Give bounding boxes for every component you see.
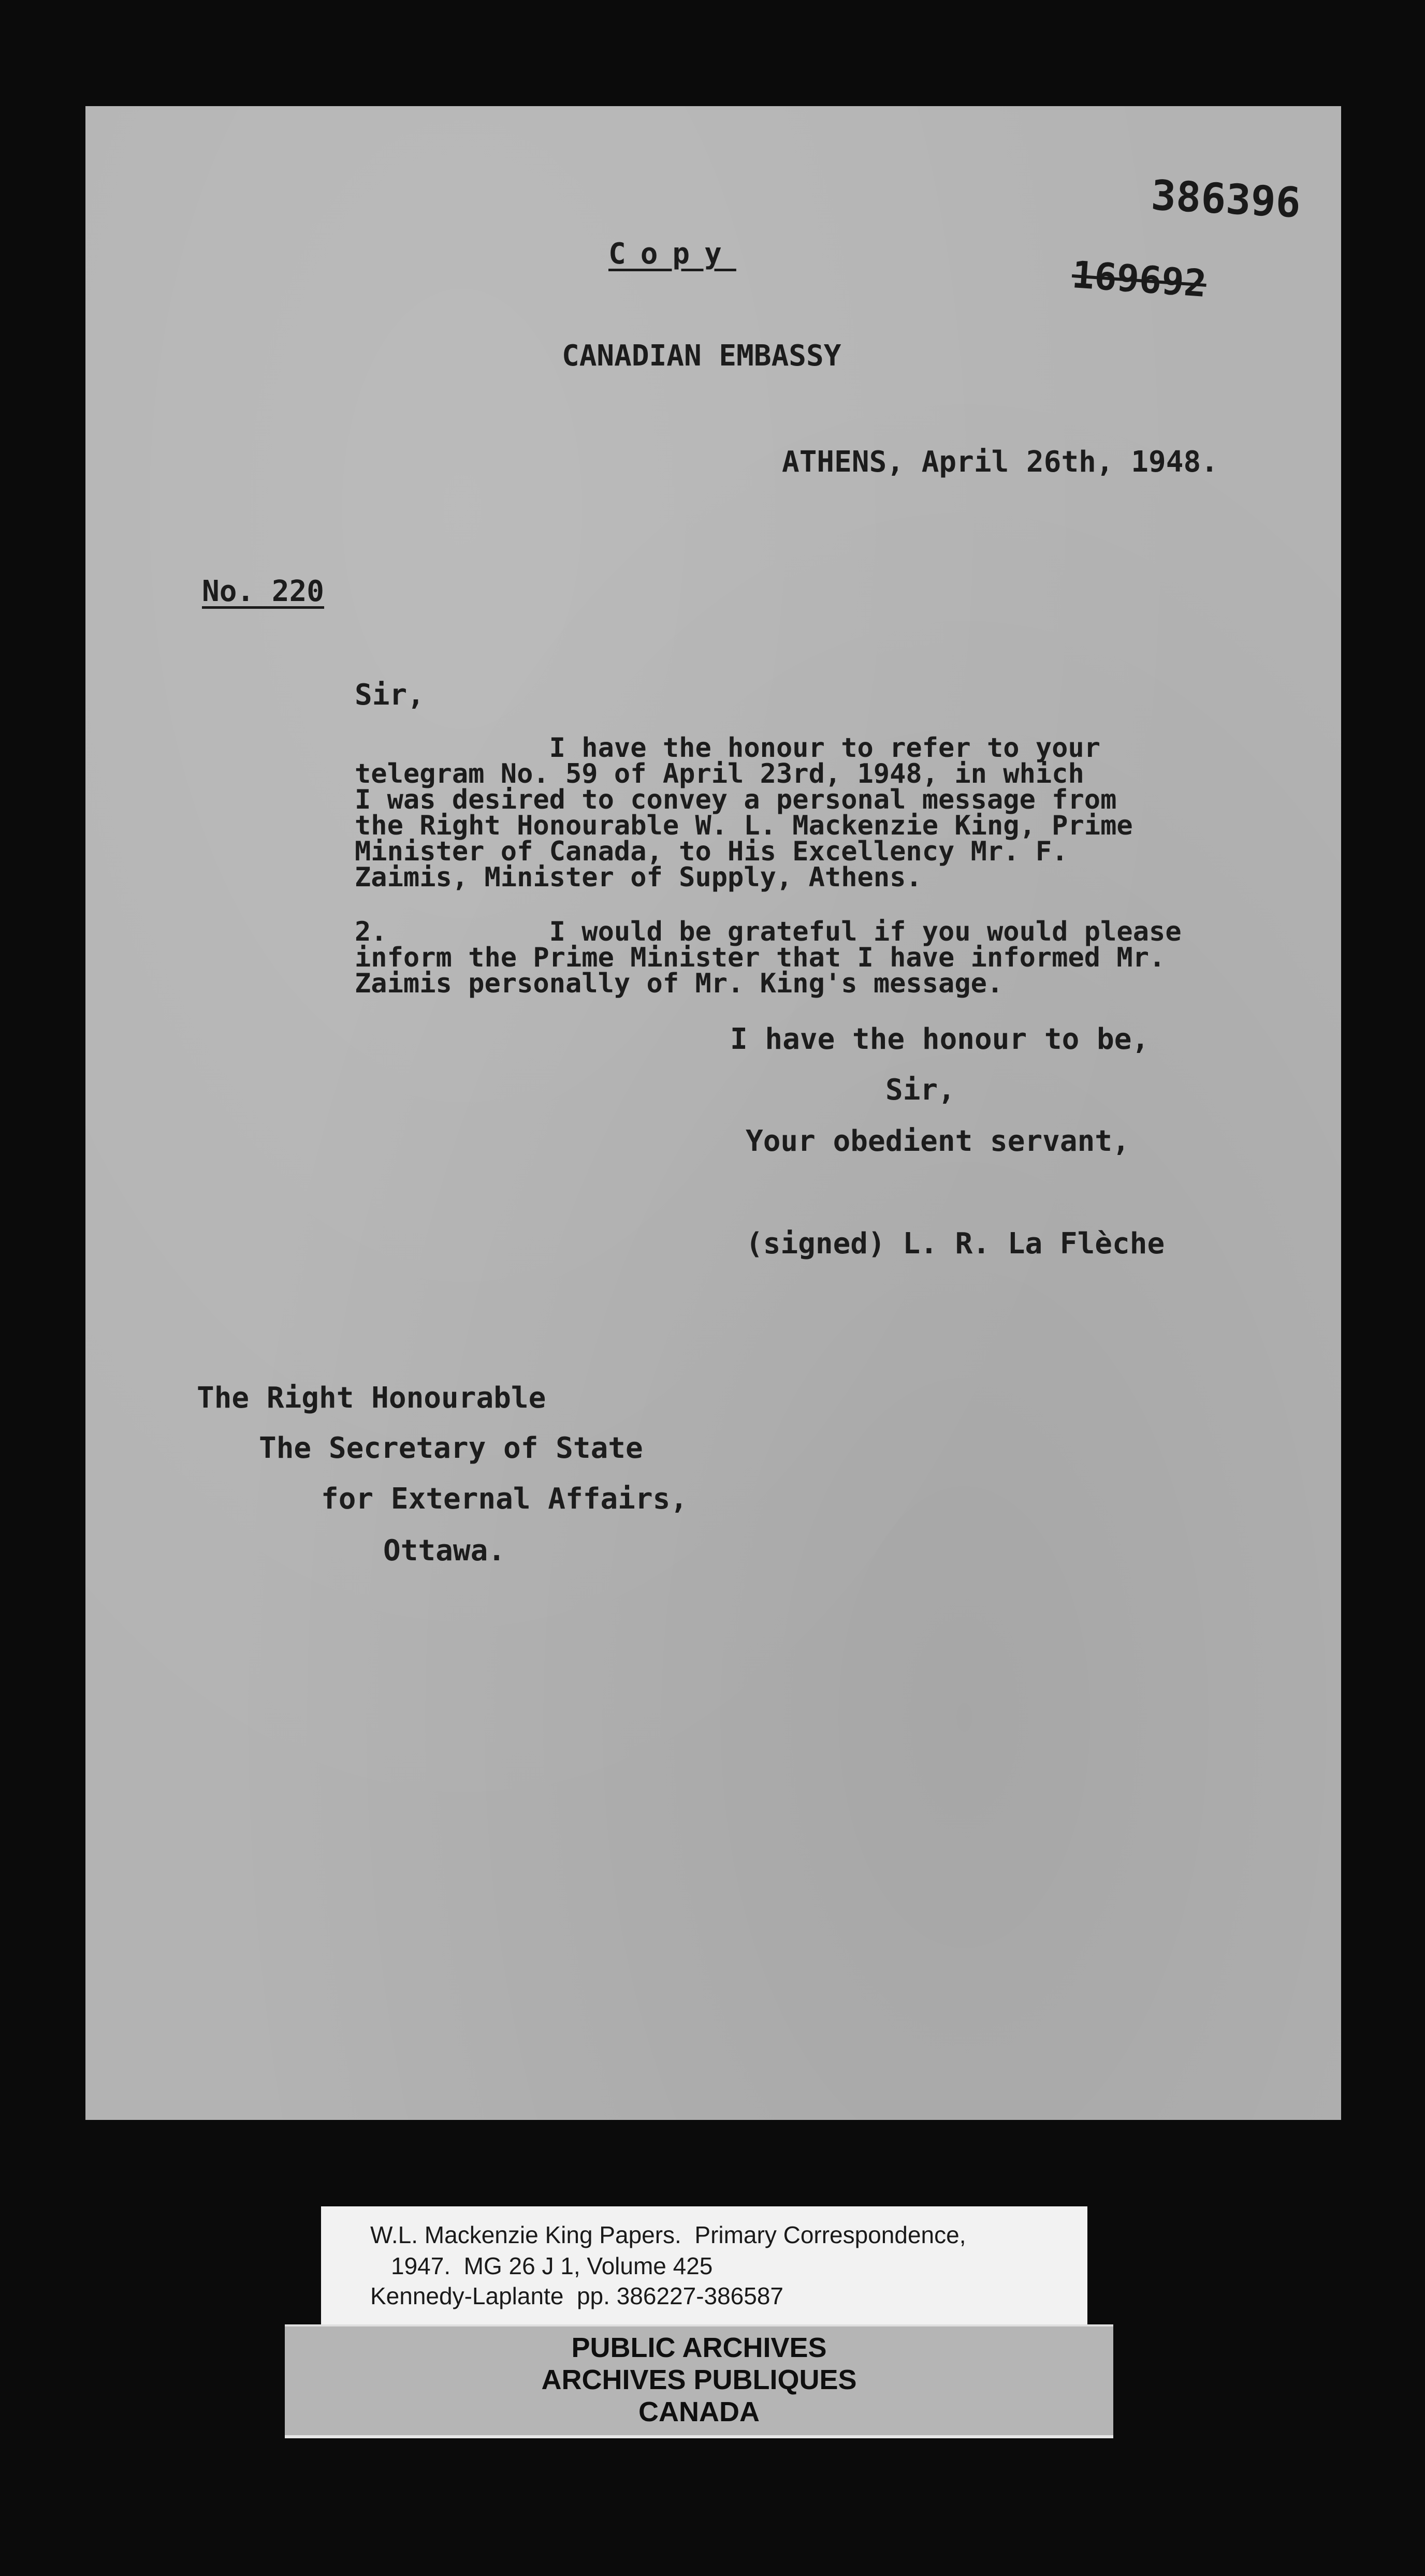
struck-number: 169692 [1070, 253, 1208, 305]
addressee-line-3: for External Affairs, [321, 1482, 688, 1516]
paragraph-1-line: I was desired to convey a personal message from [355, 784, 1117, 815]
paragraph-2 [355, 916, 1182, 999]
archive-label-line-3: Kennedy-Laplante pp. 386227-386587 [370, 2282, 784, 2309]
paragraph-1-line: telegram No. 59 of April 23rd, 1948, in which [355, 758, 1084, 789]
archive-label-line-2: 1947. MG 26 J 1, Volume 425 [391, 2252, 713, 2279]
place-date: ATHENS, April 26th, 1948. [782, 445, 1218, 479]
copy-heading: Copy [608, 237, 736, 271]
paragraph-1-line: I have the honour to refer to your [355, 733, 1101, 764]
signature-line: (signed) L. R. La Flèche [746, 1227, 1165, 1261]
closing-line-1: I have the honour to be, [730, 1022, 1150, 1056]
addressee-line-1: The Right Honourable [197, 1381, 546, 1415]
addressee-line-2: The Secretary of State [259, 1431, 643, 1465]
reference-number: No. 220 [202, 575, 325, 608]
paragraph-1-line: Minister of Canada, to His Excellency Mr. F. [355, 836, 1068, 867]
paragraph-2-line: inform the Prime Minister that I have informed Mr. [355, 942, 1166, 973]
closing-line-2: Sir, [885, 1073, 955, 1107]
closing-line-3: Your obedient servant, [746, 1124, 1130, 1158]
paragraph-1 [355, 733, 1133, 893]
paragraph-1-line: Zaimis, Minister of Supply, Athens. [355, 862, 922, 893]
archive-number: 386396 [1150, 171, 1302, 227]
paragraph-1-line: the Right Honourable W. L. Mackenzie King, Prime [355, 810, 1133, 841]
stamp-line-2: ARCHIVES PUBLIQUES [541, 2364, 857, 2395]
paragraph-2-line: 2. I would be grateful if you would please [355, 916, 1182, 947]
addressee-line-4: Ottawa. [383, 1534, 506, 1568]
stamp-line-1: PUBLIC ARCHIVES [571, 2332, 827, 2363]
archive-reference-label [321, 2206, 1087, 2325]
stamp-line-3: CANADA [638, 2396, 760, 2427]
public-archives-stamp [285, 2324, 1113, 2438]
archive-label-line-1: W.L. Mackenzie King Papers. Primary Correspondence, [370, 2221, 966, 2248]
letter-sheet [85, 106, 1341, 2120]
embassy-heading: CANADIAN EMBASSY [562, 339, 841, 373]
paragraph-2-line: Zaimis personally of Mr. King's message. [355, 968, 1004, 999]
salutation: Sir, [355, 678, 425, 712]
